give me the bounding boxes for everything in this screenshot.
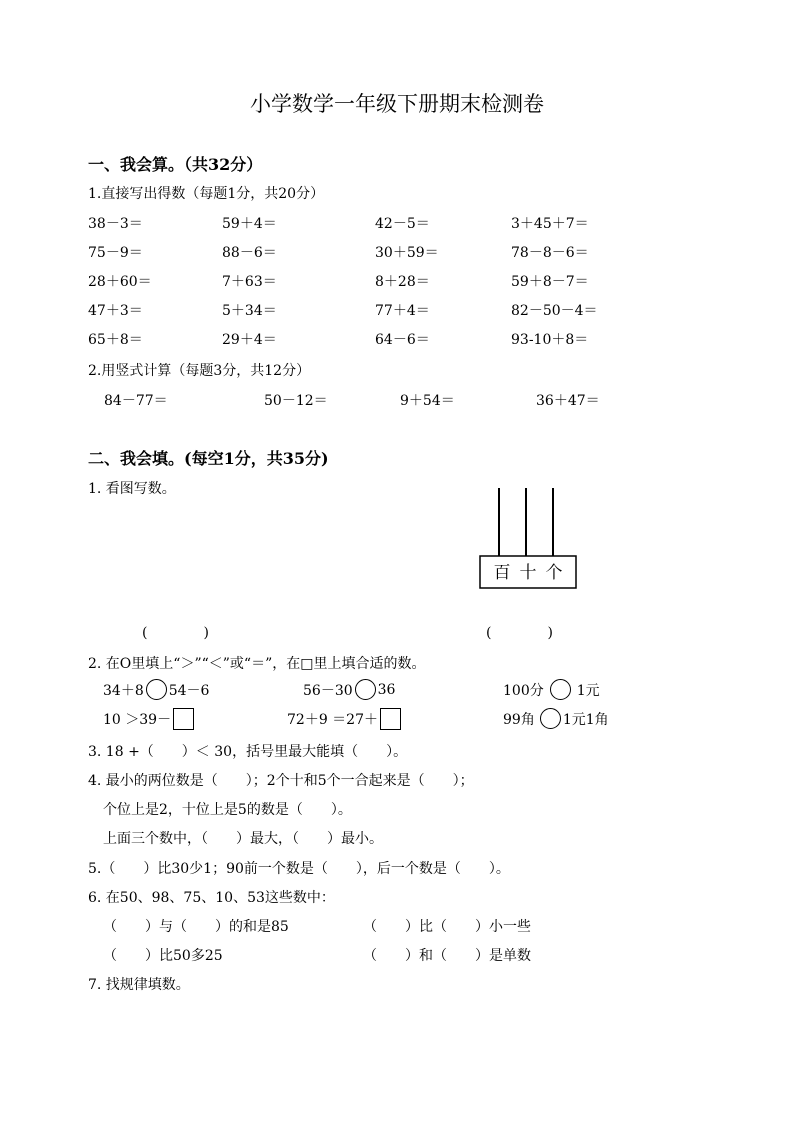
counting-sticks-picture bbox=[108, 512, 323, 590]
section-2-q6-item: （ ）比50多25 bbox=[103, 948, 223, 964]
mental-math-item: 28＋60＝ bbox=[88, 274, 152, 290]
mental-math-item: 3＋45＋7＝ bbox=[511, 216, 589, 232]
mental-math-item: 75－9＝ bbox=[88, 245, 143, 261]
mental-math-item: 29＋4＝ bbox=[222, 332, 277, 348]
compare-item bbox=[103, 679, 209, 700]
fill-expression: 72＋9 ＝27＋ bbox=[287, 712, 378, 728]
mental-math-item: 65＋8＝ bbox=[88, 332, 143, 348]
section-2-q4-line3: 上面三个数中，（ ）最大，（ ）最小。 bbox=[103, 831, 383, 847]
mental-math-item: 47＋3＝ bbox=[88, 303, 143, 319]
section-1-heading: 一、我会算。（共32分） bbox=[88, 155, 263, 174]
fill-expression: 10 ＞39－ bbox=[103, 712, 172, 728]
compare-left: 100分 bbox=[503, 682, 544, 699]
abacus-label-ones: 个 bbox=[545, 563, 563, 583]
mental-math-item: 7＋63＝ bbox=[222, 274, 277, 290]
section-2-q1-label: 1. 看图写数。 bbox=[88, 481, 176, 497]
compare-left: 56－30 bbox=[303, 682, 353, 699]
mental-math-item: 59＋4＝ bbox=[222, 216, 277, 232]
mental-math-item: 82－50－4＝ bbox=[511, 303, 598, 319]
compare-right: 54－6 bbox=[168, 682, 210, 699]
mental-math-item: 78－8－6＝ bbox=[511, 245, 589, 261]
section-2-q6: 6. 在50、98、75、10、53这些数中： bbox=[88, 890, 335, 906]
mental-math-item: 30＋59＝ bbox=[375, 245, 439, 261]
section-1-q2-label: 2.用竖式计算（每题3分，共12分） bbox=[88, 363, 311, 379]
compare-right: 1元 bbox=[576, 682, 600, 699]
section-2-q7: 7. 找规律填数。 bbox=[88, 977, 190, 993]
fill-box[interactable] bbox=[380, 708, 401, 730]
compare-circle[interactable] bbox=[550, 679, 571, 700]
mental-math-item: 38－3＝ bbox=[88, 216, 143, 232]
mental-math-item: 5＋34＝ bbox=[222, 303, 277, 319]
compare-item bbox=[303, 679, 395, 700]
fill-box[interactable] bbox=[173, 708, 194, 730]
section-2-q6-item: （ ）和（ ）是单数 bbox=[363, 948, 531, 964]
mental-math-item: 77＋4＝ bbox=[375, 303, 430, 319]
compare-right: 36 bbox=[377, 681, 396, 698]
mental-math-item: 88－6＝ bbox=[222, 245, 277, 261]
abacus-label-hundreds: 百 bbox=[493, 563, 511, 583]
abacus-label-tens: 十 bbox=[519, 563, 537, 583]
section-2-q6-item: （ ）比（ ）小一些 bbox=[363, 919, 531, 935]
answer-blank-sticks[interactable]: ( ) bbox=[142, 625, 209, 641]
vertical-calc-item: 36＋47＝ bbox=[536, 393, 600, 409]
compare-circle[interactable] bbox=[540, 708, 561, 729]
section-2-q3: 3. 18 +（ ）＜ 30，括号里最大能填（ ）。 bbox=[88, 744, 408, 760]
compare-circle[interactable] bbox=[355, 679, 376, 700]
mental-math-item: 93-10＋8＝ bbox=[511, 332, 589, 348]
compare-item bbox=[503, 679, 600, 700]
section-2-q6-item: （ ）与（ ）的和是85 bbox=[103, 919, 289, 935]
section-2-q2-label: 2. 在O里填上“＞”“＜”或“＝”，在□里上填合适的数。 bbox=[88, 656, 426, 672]
fill-box-item bbox=[287, 708, 403, 730]
section-2-heading: 二、我会填。(每空1分，共35分) bbox=[88, 449, 329, 468]
compare-left: 99角 bbox=[503, 711, 535, 728]
abacus-place-labels bbox=[480, 558, 576, 583]
compare-item bbox=[503, 708, 609, 729]
mental-math-item: 64－6＝ bbox=[375, 332, 430, 348]
section-2-q4-line2: 个位上是2，十位上是5的数是（ ）。 bbox=[103, 802, 352, 818]
vertical-calc-item: 9＋54＝ bbox=[400, 393, 455, 409]
section-1-q1-label: 1.直接写出得数（每题1分，共20分） bbox=[88, 186, 325, 202]
compare-circle[interactable] bbox=[146, 679, 167, 700]
fill-box-item bbox=[103, 708, 196, 730]
vertical-calc-item: 84－77＝ bbox=[104, 393, 168, 409]
section-2-q5: 5.（ ）比30少1；90前一个数是（ ），后一个数是（ ）。 bbox=[88, 861, 510, 877]
vertical-calc-item: 50－12＝ bbox=[264, 393, 328, 409]
mental-math-item: 8＋28＝ bbox=[375, 274, 430, 290]
compare-right: 1元1角 bbox=[562, 711, 609, 728]
mental-math-item: 59＋8－7＝ bbox=[511, 274, 589, 290]
page-title: 小学数学一年级下册期末检测卷 bbox=[250, 92, 544, 116]
section-2-q4-line1: 4. 最小的两位数是（ ）；2个十和5个一合起来是（ ）； bbox=[88, 773, 474, 789]
answer-blank-abacus[interactable]: ( ) bbox=[486, 625, 553, 641]
mental-math-item: 42－5＝ bbox=[375, 216, 430, 232]
compare-left: 34＋8 bbox=[103, 682, 144, 699]
